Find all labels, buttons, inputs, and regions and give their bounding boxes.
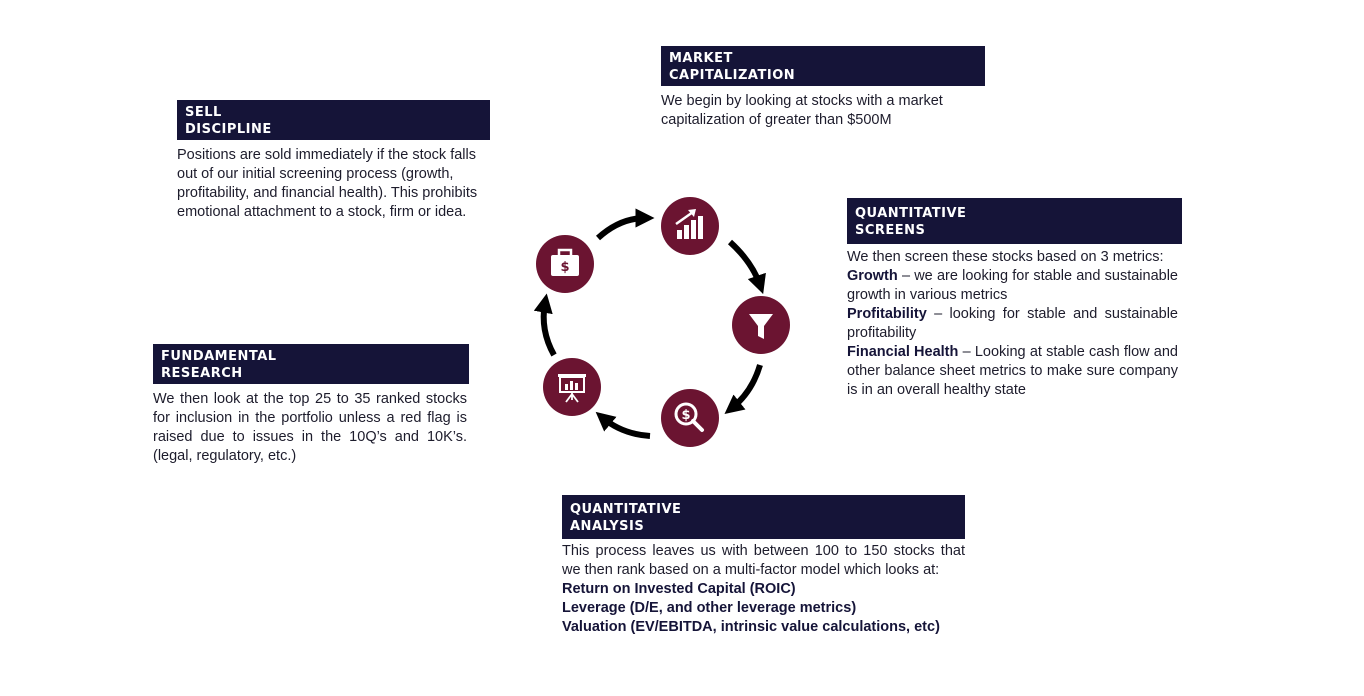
quantitative-screens-text bbox=[847, 248, 1178, 400]
cycle-node-sell bbox=[536, 235, 594, 293]
arrow-market-to-screens bbox=[730, 242, 760, 285]
quantitative-screens-header bbox=[847, 198, 1182, 244]
analysis-title-line1: QUANTITATIVE bbox=[570, 502, 682, 517]
market-cap-header bbox=[661, 46, 985, 86]
market-cap-title-line1: MARKET bbox=[669, 51, 733, 66]
process-cycle-diagram bbox=[520, 190, 810, 460]
arrow-research-to-sell bbox=[544, 303, 554, 355]
sell-discipline-text: Positions are sold immediately if the stock falls out of our initial screening process (growth, profitability, and financial health). This prohibits emotional attachment to a stock, firm or idea. bbox=[177, 147, 478, 220]
screens-intro: We then screen these stocks based on 3 metrics: bbox=[847, 249, 1164, 265]
svg-text:$: $ bbox=[560, 260, 570, 275]
quantitative-analysis-text bbox=[562, 542, 972, 637]
arrow-sell-to-market bbox=[598, 218, 645, 238]
fundamental-research-text: We then look at the top 25 to 35 ranked stocks for inclusion in the portfolio unless a red flag is raised due to issues in the 10Q’s and 10K’s. (legal, regulatory, etc.) bbox=[153, 391, 467, 464]
quantitative-analysis-header bbox=[562, 495, 965, 539]
analysis-item-leverage: Leverage (D/E, and other leverage metrics) bbox=[562, 600, 857, 616]
analysis-intro: This process leaves us with between 100 to 150 stocks that we then rank based on a multi-factor model which looks at: bbox=[562, 543, 965, 578]
analysis-title-line2: ANALYSIS bbox=[570, 519, 645, 534]
cycle-node-market bbox=[661, 197, 719, 255]
screens-growth: Growth – we are looking for stable and sustainable growth in various metrics bbox=[847, 268, 1178, 303]
cycle-node-analysis bbox=[661, 389, 719, 447]
fundamental-title-line1: FUNDAMENTAL bbox=[161, 349, 277, 364]
cycle-node-research bbox=[543, 358, 601, 416]
cycle-node-screens bbox=[732, 296, 790, 354]
fundamental-research-header bbox=[153, 344, 469, 384]
sell-title-line2: DISCIPLINE bbox=[185, 122, 272, 137]
arrow-analysis-to-research bbox=[603, 418, 650, 436]
screens-financial-health: Financial Health – Looking at stable cash flow and other balance sheet metrics to make sure company is in an overall healthy state bbox=[847, 344, 1178, 398]
screens-profitability: Profitability – looking for stable and sustainable profitability bbox=[847, 306, 1178, 341]
sell-discipline-header bbox=[177, 100, 490, 140]
sell-title-line1: SELL bbox=[185, 105, 222, 120]
analysis-item-roic: Return on Invested Capital (ROIC) bbox=[562, 581, 796, 597]
svg-text:$: $ bbox=[681, 408, 691, 423]
fundamental-title-line2: RESEARCH bbox=[161, 366, 243, 381]
analysis-item-valuation: Valuation (EV/EBITDA, intrinsic value calculations, etc) bbox=[562, 619, 940, 635]
market-cap-text: We begin by looking at stocks with a market capitalization of greater than $500M bbox=[661, 93, 943, 128]
screens-title-line1: QUANTITATIVE bbox=[855, 206, 967, 221]
screens-title-line2: SCREENS bbox=[855, 223, 926, 238]
arrow-screens-to-analysis bbox=[732, 365, 760, 408]
market-cap-title-line2: CAPITALIZATION bbox=[669, 68, 796, 83]
